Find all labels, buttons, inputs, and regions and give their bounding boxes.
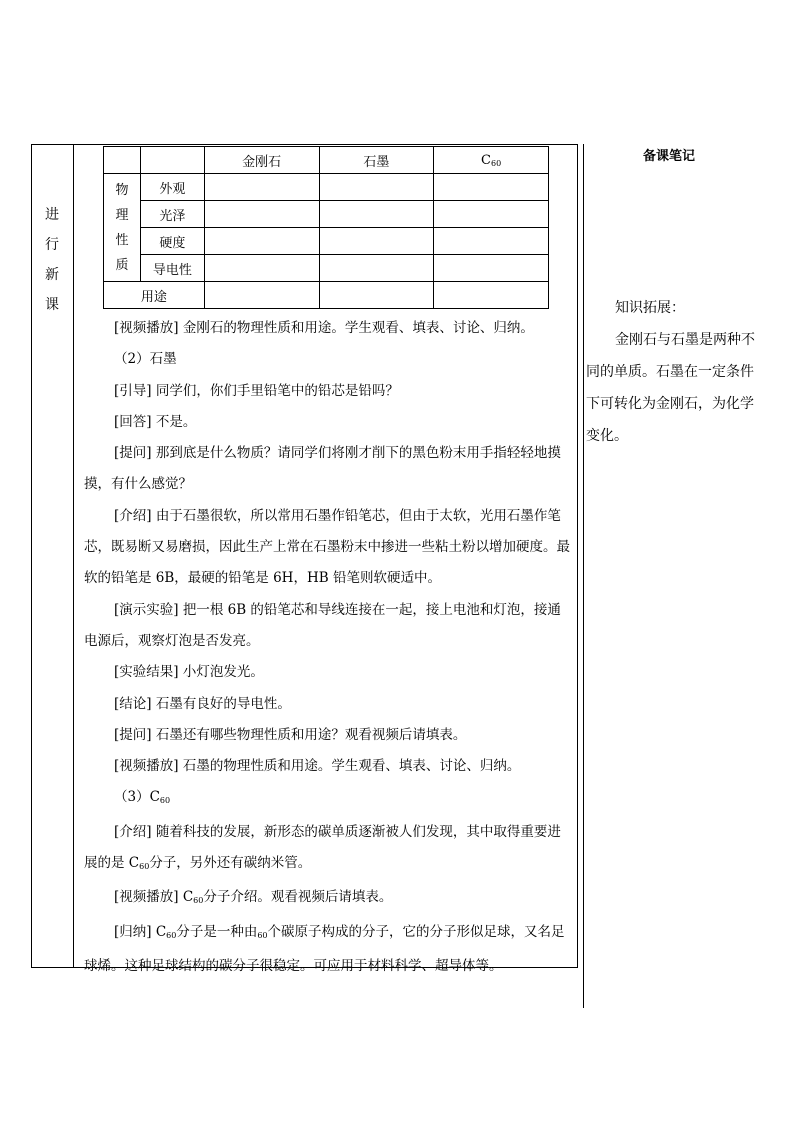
notes-column-divider [583, 144, 584, 1008]
group-label-char: 性 [115, 232, 129, 248]
paragraph: [视频播放] 石墨的物理性质和用途。学生观看、填表、讨论、归纳。 [114, 758, 521, 775]
text-run: [归纳] C [114, 923, 167, 940]
section-label-char: 新 [45, 267, 59, 283]
text-run: [介绍] 随着科技的发展，新形态的碳单质逐渐被人们发现，其中取得重要进展的是 C [84, 823, 561, 872]
group-label-char: 理 [115, 207, 129, 223]
label-column-divider [73, 144, 74, 967]
paragraph: [回答] 不是。 [114, 413, 197, 430]
table-cell [434, 255, 549, 282]
paragraph [84, 817, 574, 883]
subscript: 60 [257, 930, 268, 940]
table-cell [434, 174, 549, 201]
table-row [104, 201, 549, 228]
text-run: 个碳原子构成的分子，它的分子形似足球，又名足球烯。这种足球结构的碳分子很稳定。可应用于材料科学、超导体等。 [84, 923, 565, 974]
subscript: 60 [139, 862, 150, 872]
row-label-hardness: 硬度 [140, 228, 204, 255]
row-label-appearance: 外观 [140, 174, 204, 201]
header-diamond: 金刚石 [204, 147, 319, 174]
section-label [31, 200, 73, 320]
group-label-char: 物 [115, 182, 129, 198]
subscript: 60 [166, 930, 177, 940]
row-label-luster: 光泽 [140, 201, 204, 228]
paragraph: [引导] 同学们，你们手里铅笔中的铅芯是铅吗？ [114, 382, 399, 399]
paragraph: [介绍] 由于石墨很软，所以常用石墨作铅笔芯，但由于太软，光用石墨作笔芯，既易断又易磨损，因此生产上常在石墨粉末中掺进一些粘土粉以增加硬度。最软的铅笔是 6B，最硬的铅笔是 6H，HB 铅笔则软硬适中。 [84, 507, 570, 587]
notes-heading: 知识拓展： [615, 300, 685, 316]
paragraph: [演示实验] 把一根 6B 的铅笔芯和导线连接在一起，接上电池和灯泡，接通电源后，观察灯泡是否发亮。 [84, 601, 561, 649]
table-cell [319, 174, 434, 201]
paragraph: [提问] 石墨还有哪些物理性质和用途？观看视频后请填表。 [114, 726, 467, 743]
table-cell [204, 201, 319, 228]
text-run: 分子是一种由 [176, 923, 258, 940]
table-cell [204, 228, 319, 255]
properties-table [103, 146, 549, 309]
table-cell-empty [104, 147, 141, 174]
table-cell [319, 201, 434, 228]
subscript: 60 [159, 796, 171, 806]
section-label-char: 行 [45, 237, 59, 253]
header-c60 [434, 147, 549, 174]
table-header-row [104, 147, 549, 174]
table-row [104, 255, 549, 282]
frame-top-border [31, 144, 578, 145]
text-run: 分子，另外还有碳纳米管。 [149, 855, 312, 872]
row-label-usage: 用途 [104, 282, 205, 309]
section-heading-c60 [84, 782, 574, 816]
table-cell [434, 282, 549, 309]
paragraph: [提问] 那到底是什么物质？请同学们将刚才削下的黑色粉末用手指轻轻地摸摸，有什么感觉？ [84, 445, 561, 493]
section-label-char: 课 [45, 297, 59, 313]
table-cell [319, 282, 434, 309]
table-cell [204, 282, 319, 309]
section-heading-graphite: （2）石墨 [114, 351, 177, 368]
header-graphite: 石墨 [319, 147, 434, 174]
table-cell [434, 201, 549, 228]
paragraph [84, 882, 574, 916]
subscript: 60 [193, 896, 204, 906]
notes-title: 备课笔记 [642, 149, 695, 164]
notes-body [586, 292, 758, 452]
frame-right-border [577, 144, 578, 967]
table-cell [204, 255, 319, 282]
text-run: （3）C [114, 789, 160, 806]
table-row [104, 228, 549, 255]
notes-text: 金刚石与石墨是两种不同的单质。石墨在一定条件下可转化为金刚石，为化学变化。 [586, 332, 755, 444]
physical-properties-label [104, 174, 141, 282]
paragraph: [实验结果] 小灯泡发光。 [114, 664, 264, 681]
paragraph: [视频播放] 金刚石的物理性质和用途。学生观看、填表、讨论、归纳。 [114, 320, 534, 336]
section-label-char: 进 [45, 207, 59, 223]
paragraph [84, 917, 574, 983]
table-cell [434, 228, 549, 255]
table-cell-empty [140, 147, 204, 174]
table-cell [204, 174, 319, 201]
paragraph: [结论] 石墨有良好的导电性。 [114, 695, 291, 712]
group-label-char: 质 [115, 257, 129, 273]
table-cell [319, 228, 434, 255]
table-row [104, 174, 549, 201]
table-row [104, 282, 549, 309]
lesson-content [84, 313, 574, 982]
row-label-conductivity: 导电性 [140, 255, 204, 282]
text-run: [视频播放] C [114, 889, 194, 906]
header-c60-symbol: C [481, 152, 491, 168]
table-cell [319, 255, 434, 282]
header-c60-subscript: 60 [491, 158, 502, 168]
text-run: 分子介绍。观看视频后请填表。 [203, 889, 393, 906]
